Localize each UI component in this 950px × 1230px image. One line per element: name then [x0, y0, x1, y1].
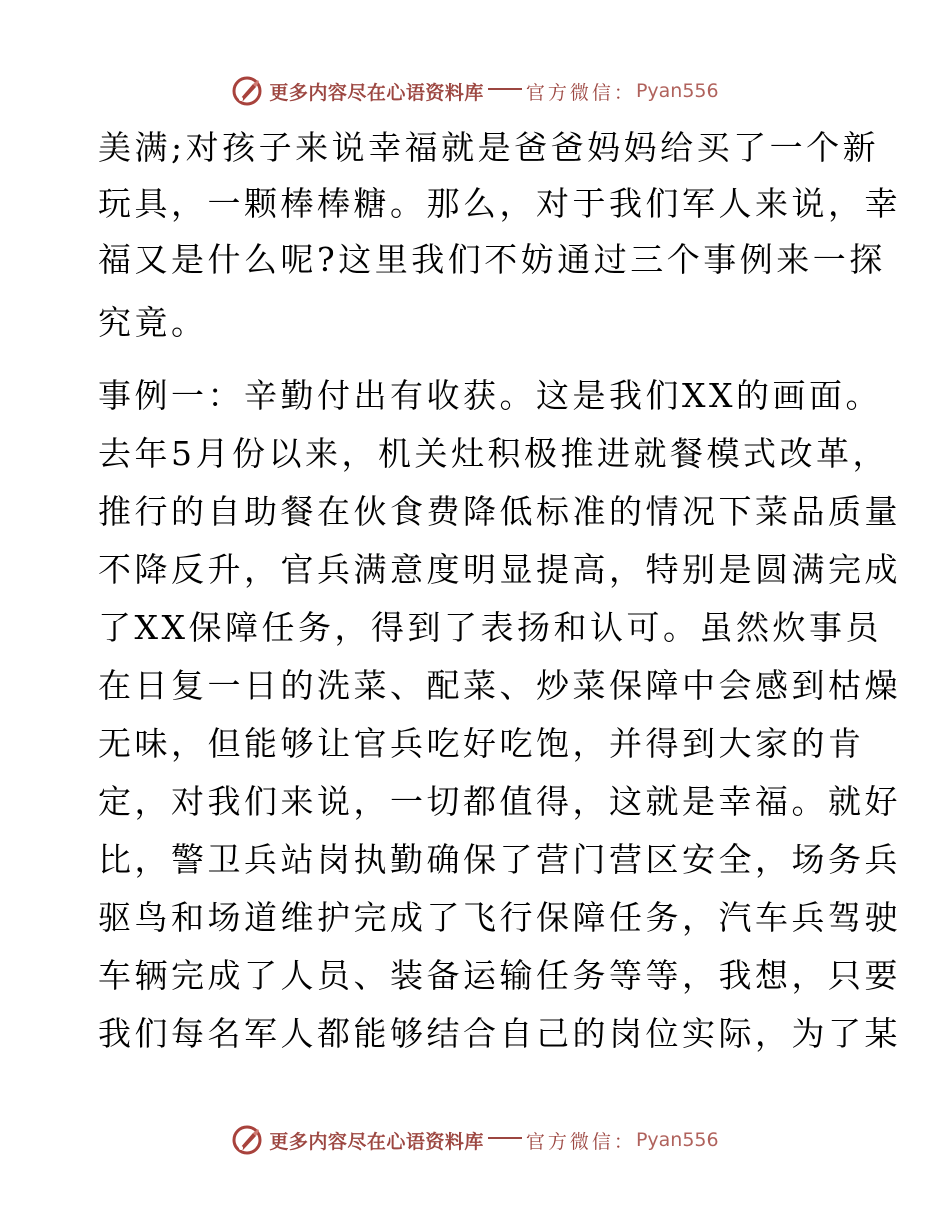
header-banner — [0, 71, 950, 111]
text-line: 无味，但能够让官兵吃好吃饱，并得到大家的肯 — [98, 724, 865, 763]
header-dash — [488, 88, 522, 90]
header-official-label: 官方微信： — [525, 81, 636, 104]
text-line: 不降反升，官兵满意度明显提高，特别是圆满完成 — [98, 550, 901, 589]
footer-wechat-id: Pyan556 — [635, 1129, 719, 1151]
text-line: 驱鸟和场道维护完成了飞行保障任务，汽车兵驾驶 — [98, 898, 901, 937]
text-line: 事例一：辛勤付出有收获。这是我们XX的画面。 — [98, 376, 882, 415]
text-line: 玩具，一颗棒棒糖。那么，对于我们军人来说，幸 — [98, 184, 901, 223]
quill-logo-icon — [231, 75, 263, 107]
text-line: 了XX保障任务，得到了表扬和认可。虽然炊事员 — [98, 608, 882, 647]
text-line: 推行的自助餐在伙食费降低标准的情况下菜品质量 — [98, 492, 901, 531]
footer-banner — [0, 1120, 950, 1160]
text-line: 比，警卫兵站岗执勤确保了营门营区安全，场务兵 — [98, 840, 901, 879]
footer-brand-text: 更多内容尽在心语资料库 — [269, 1130, 484, 1153]
text-line: 车辆完成了人员、装备运输任务等等，我想，只要 — [98, 956, 901, 995]
text-line: 我们每名军人都能够结合自己的岗位实际，为了某 — [98, 1014, 901, 1053]
text-line: 定，对我们来说，一切都值得，这就是幸福。就好 — [98, 782, 901, 821]
text-line: 究竟。 — [98, 303, 208, 342]
text-line: 福又是什么呢?这里我们不妨通过三个事例来一探 — [98, 240, 886, 279]
footer-dash — [488, 1137, 522, 1139]
text-line: 去年5月份以来，机关灶积极推进就餐模式改革， — [98, 434, 889, 473]
quill-logo-icon — [231, 1124, 263, 1156]
text-line: 在日复一日的洗菜、配菜、炒菜保障中会感到枯燥 — [98, 666, 901, 705]
text-line: 美满;对孩子来说幸福就是爸爸妈妈给买了一个新 — [98, 128, 880, 167]
header-brand-text: 更多内容尽在心语资料库 — [269, 81, 484, 104]
header-wechat-id: Pyan556 — [635, 80, 719, 102]
footer-official-label: 官方微信： — [525, 1130, 636, 1153]
